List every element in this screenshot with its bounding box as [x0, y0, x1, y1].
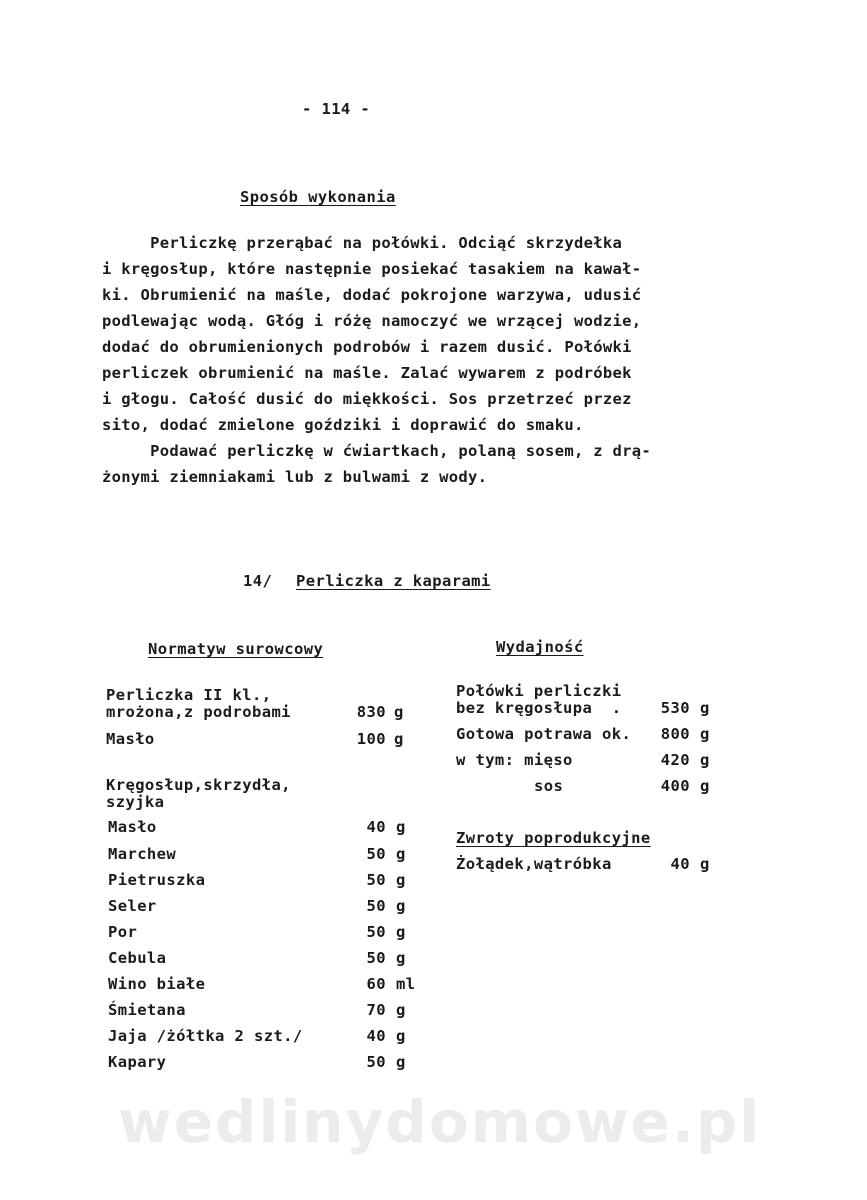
ingredient-name: Masło	[106, 730, 155, 748]
group-label: szyjka	[106, 793, 165, 811]
ingredient-qty: 60	[366, 975, 386, 993]
yield-name: bez kręgosłupa .	[456, 699, 622, 717]
method-line: podlewając wodą. Głóg i różę namoczyć we wrzącej wodzie,	[102, 312, 642, 330]
yield-name: Gotowa potrawa ok.	[456, 725, 632, 743]
recipe-title: Perliczka z kaparami	[296, 572, 491, 590]
ingredient-name: Seler	[108, 897, 157, 915]
ingredient-unit: g	[394, 703, 404, 721]
ingredient-qty: 50	[366, 871, 386, 889]
method-line: dodać do obrumienionych podrobów i razem dusić. Połówki	[102, 338, 632, 356]
method-line: Perliczkę przerąbać na połówki. Odciąć skrzydełka	[102, 234, 623, 252]
ingredient-unit: g	[394, 730, 404, 748]
method-line: Podawać perliczkę w ćwiartkach, polaną sosem, z drą-	[102, 442, 652, 460]
ingredient-qty: 830	[356, 703, 386, 721]
ingredient-name: Marchew	[108, 845, 177, 863]
zwroty-heading: Zwroty poprodukcyjne	[456, 829, 651, 847]
yield-unit: g	[700, 751, 710, 769]
ingredient-unit: g	[396, 923, 406, 941]
normatyw-heading: Normatyw surowcowy	[148, 640, 324, 658]
ingredient-qty: 50	[366, 923, 386, 941]
ingredient-qty: 50	[366, 845, 386, 863]
ingredient-name: Perliczka II kl.,	[106, 686, 272, 704]
ingredient-unit: g	[396, 871, 406, 889]
ingredient-qty: 70	[366, 1001, 386, 1019]
method-line: sito, dodać zmielone goździki i doprawić do smaku.	[102, 416, 584, 434]
yield-unit: g	[700, 777, 710, 795]
ingredient-unit: g	[396, 1053, 406, 1071]
watermark: wedlinydomowe.pl	[118, 1088, 762, 1156]
zwroty-name: Żołądek,wątróbka	[456, 855, 612, 873]
ingredient-qty: 50	[366, 949, 386, 967]
page-number: - 114 -	[302, 100, 371, 118]
yield-unit: g	[700, 725, 710, 743]
ingredient-qty: 40	[366, 1027, 386, 1045]
ingredient-name: Por	[108, 923, 138, 941]
ingredient-unit: g	[396, 897, 406, 915]
method-line: i głogu. Całość dusić do miękkości. Sos przetrzeć przez	[102, 390, 632, 408]
yield-qty: 420	[660, 751, 690, 769]
ingredient-name: Cebula	[108, 949, 167, 967]
method-line: ki. Obrumienić na maśle, dodać pokrojone warzywa, udusić	[102, 286, 642, 304]
zwroty-unit: g	[700, 855, 710, 873]
group-label: Kręgosłup,skrzydła,	[106, 776, 291, 794]
ingredient-name: mrożona,z podrobami	[106, 703, 291, 721]
yield-name: sos	[534, 777, 564, 795]
method-line: żonymi ziemniakami lub z bulwami z wody.	[102, 468, 488, 486]
yield-name: w tym: mięso	[456, 751, 573, 769]
ingredient-name: Wino białe	[108, 975, 206, 993]
method-line: perliczek obrumienić na maśle. Zalać wywarem z podróbek	[102, 364, 632, 382]
wydajnosc-heading: Wydajność	[496, 638, 584, 656]
ingredient-qty: 40	[366, 818, 386, 836]
yield-unit: g	[700, 699, 710, 717]
method-line: i kręgosłup, które następnie posiekać tasakiem na kawał-	[102, 260, 642, 278]
ingredient-name: Masło	[108, 818, 157, 836]
ingredient-qty: 100	[356, 730, 386, 748]
ingredient-unit: g	[396, 818, 406, 836]
yield-qty: 530	[660, 699, 690, 717]
ingredient-qty: 50	[366, 897, 386, 915]
ingredient-unit: g	[396, 949, 406, 967]
ingredient-qty: 50	[366, 1053, 386, 1071]
ingredient-unit: ml	[396, 975, 416, 993]
method-heading: Sposób wykonania	[240, 188, 396, 206]
ingredient-name: Pietruszka	[108, 871, 206, 889]
yield-qty: 400	[660, 777, 690, 795]
ingredient-name: Śmietana	[108, 1001, 186, 1019]
ingredient-name: Kapary	[108, 1053, 167, 1071]
zwroty-qty: 40	[670, 855, 690, 873]
ingredient-unit: g	[396, 845, 406, 863]
yield-name: Połówki perliczki	[456, 682, 622, 700]
ingredient-unit: g	[396, 1001, 406, 1019]
yield-qty: 800	[660, 725, 690, 743]
ingredient-name: Jaja /żółtka 2 szt./	[108, 1027, 303, 1045]
method-paragraph	[102, 230, 702, 490]
recipe-number: 14/	[243, 572, 273, 590]
ingredient-unit: g	[396, 1027, 406, 1045]
